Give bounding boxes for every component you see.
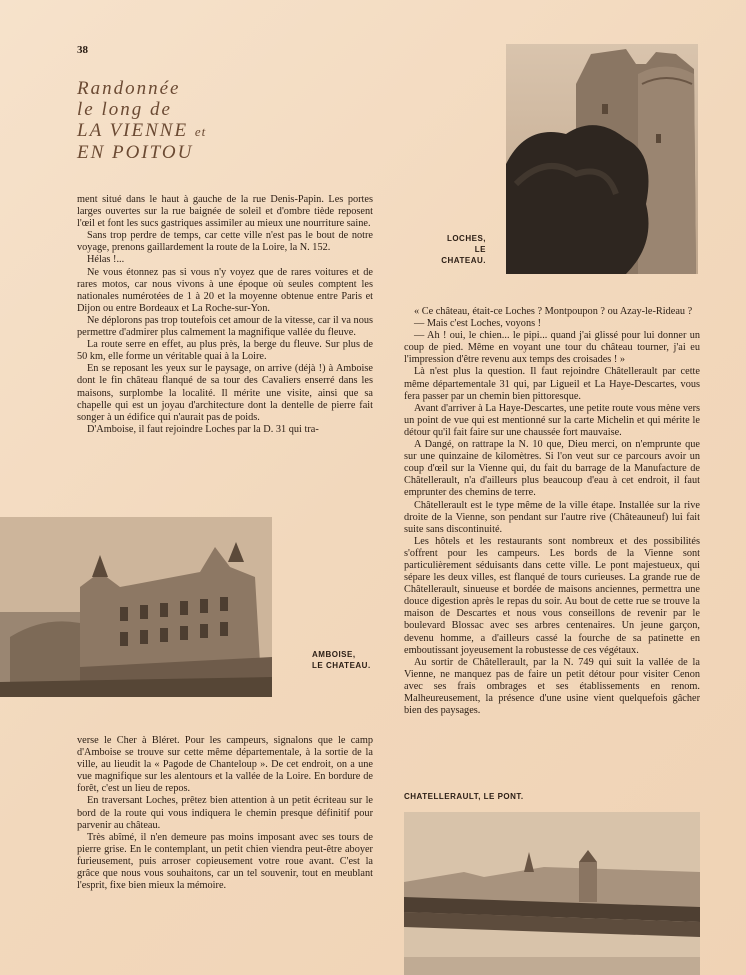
paragraph: Les hôtels et les restaurants sont nombreux et des possibilités s'offrent pour les campeurs. Les bords de la Vienne sont particulièrement séduisants dans cette ville. Le pont majestueux, qui sépare les deux villes, est flanqué de tours curieuses. La grande rue de Châtellerault, sinueuse et bordée de maisons anciennes, permettra une douce digestion après le repas du soir. Au bout de cette rue se trouve la maison de Descartes et nous vous conseillons de revenir par le boulevard Blossac avec ses arbres centenaires. Un jeune garçon, devenu homme, a d'ailleurs cassé la fourche de sa patinette en emboutissant joyeusement la robustesse de ces végétaux. [404, 535, 700, 656]
paragraph: Là n'est plus la question. Il faut rejoindre Châtellerault par cette même départementale 31 qui, par Ligueil et La Haye-Descartes, vous fera passer par un chemin bien pittoresque. [404, 366, 700, 402]
paragraph: ment situé dans le haut à gauche de la rue Denis-Papin. Les portes larges ouvertes sur la rue baignée de soleil et d'ombre tiède reposent l'œil et font les sucs gastriques assimiler au mieux une nourriture saine. [77, 194, 373, 230]
amboise-castle-photo [0, 517, 272, 697]
left-column-bottom [77, 735, 373, 892]
paragraph: Hélas !... [87, 254, 125, 266]
paragraph: Au sortir de Châtellerault, par la N. 749 qui suit la vallée de la Vienne, ne manquez pas de faire un petit détour pour visiter Cenon avec ses frais ombrages et ses établissements en renom. Malheureusement, la présence d'une usine vient quelquefois gâcher bien des paysages. [404, 656, 700, 717]
paragraph: La route serre en effet, au plus près, la berge du fleuve. Sur plus de 50 km, elle forme un véritable quai à la Loire. [77, 339, 373, 363]
paragraph: Très abîmé, il n'en demeure pas moins imposant avec ses tours de pierre grise. En le contemplant, un petit chien viendra peut-être aboyer furieusement, puis arroser copieusement votre roue avant. C'est la grâce que nous vous souhaitons, car un tel souvenir, tout en meublant l'esprit, fixe bien mieux la mémoire. [77, 831, 373, 892]
paragraph: En traversant Loches, prêtez bien attention à un petit écriteau sur le bord de la route qui vous indiquera le chemin presque définitif pour parvenir au château. [77, 795, 373, 831]
paragraph: — Ah ! oui, le chien... le pipi... quand j'ai glissé pour lui donner un coup de pied. Même en voyant une tour du château tourner, j'ai eu l'impression d'être revenu aux temps des croisades ! » [404, 330, 700, 366]
chatellerault-bridge-photo [404, 812, 700, 975]
amboise-caption-line-1: AMBOISE, [312, 650, 356, 659]
paragraph: Châtellerault est le type même de la ville étape. Installée sur la rive droite de la Vienne, son pendant sur l'autre rive (Châteauneuf) lui fait suite sans discontinuité. [404, 499, 700, 535]
chatellerault-caption: CHATELLERAULT, LE PONT. [404, 792, 524, 801]
paragraph: verse le Cher à Bléret. Pour les campeurs, signalons que le camp d'Amboise se trouve sur cette même départementale, à la sortie de la ville, au lieudit la « Pagode de Chanteloup ». De cet endroit, on a une vue magnifique sur les alentours et la vallée de la Loire. En bordure de forêt, c'est un lieu de repos. [77, 735, 373, 795]
paragraph: « Ce château, était-ce Loches ? Montpoupon ? ou Azay-le-Rideau ? [414, 306, 693, 317]
loches-caption-line-2: LE CHATEAU. [441, 245, 486, 265]
amboise-caption-line-2: LE CHATEAU. [312, 661, 371, 670]
paragraph: En se reposant les yeux sur le paysage, on arrive (déjà !) à Amboise dont le fin château flanqué de sa tour des Cavaliers enserré dans les maisons, surplombe la localité. Il mérite une visite, ainsi que sa chapelle qui est un joyau d'architecture dont la dentelle de pierre fait songer à un édifice qui n'aurait pas de poids. [77, 363, 373, 423]
loches-caption [428, 233, 486, 266]
right-column [404, 306, 700, 717]
left-column-top [77, 194, 373, 436]
paragraph: D'Amboise, il faut rejoindre Loches par la D. 31 qui tra- [87, 423, 319, 435]
paragraph: Ne vous étonnez pas si vous n'y voyez que de rares voitures et de rares motos, car nous vivons à une époque où seules comptent les nationales numérotées de 1 à 20 et la moyenne obtenue entre Paris et Dijon ou entre Bordeaux et La Roche-sur-Yon. [77, 266, 373, 314]
loches-caption-line-1: LOCHES, [446, 234, 486, 243]
title-line-1: Randonnée [77, 78, 181, 99]
page-number: 38 [77, 44, 88, 56]
amboise-caption [312, 649, 371, 671]
paragraph: Sans trop perdre de temps, car cette ville n'est pas le bout de notre voyage, prenons gaillardement la route de la Loire, la N. 152. [77, 230, 373, 254]
paragraph: Avant d'arriver à La Haye-Descartes, une petite route vous mène vers un point de vue qui est mentionné sur la carte Michelin et qui mérite le détour qu'il fait faire sur une chaussée fort mauvaise. [404, 402, 700, 438]
title-line-3-suffix: et [194, 124, 207, 139]
title-line-2: le long de [77, 99, 172, 120]
paragraph: Ne déplorons pas trop toutefois cet amour de la vitesse, car il va nous permettre d'admirer plus calmement la magnifique vallée du fleuve. [77, 314, 373, 339]
paragraph: — Mais c'est Loches, voyons ! [414, 318, 542, 330]
article-title [77, 78, 206, 163]
title-line-4: EN POITOU [77, 142, 194, 163]
paragraph: A Dangé, on rattrape la N. 10 que, Dieu merci, on n'emprunte que sur une quinzaine de kilomètres. Si l'on veut sur ce parcours avoir un coup d'œil sur la Vienne qui, du fait du barrage de la Manufacture de Châtellerault, n'a d'ailleurs plus beaucoup d'eau à cet endroit, il faut emprunter des chemins de terre. [404, 439, 700, 499]
loches-castle-photo [506, 44, 698, 274]
title-line-3: LA VIENNE et [77, 120, 207, 141]
